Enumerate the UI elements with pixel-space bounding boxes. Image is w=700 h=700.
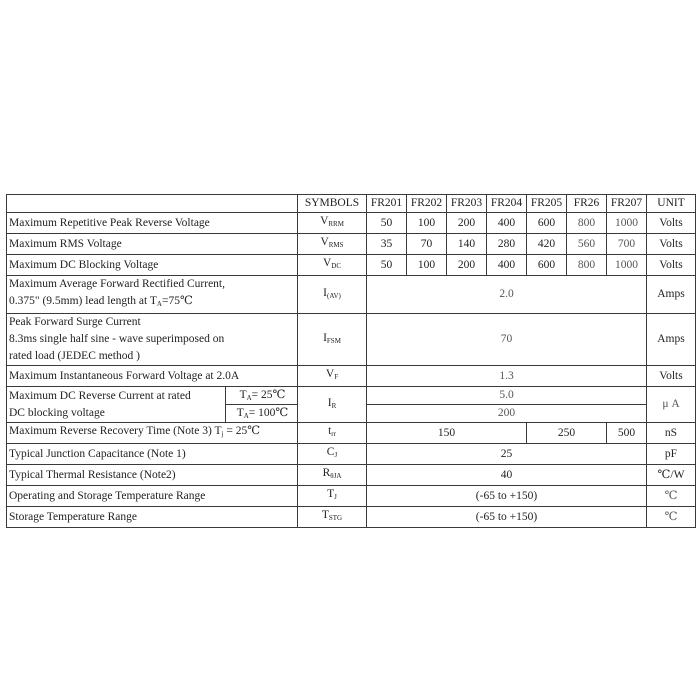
value-cell: 700 xyxy=(607,234,647,255)
header-row xyxy=(7,195,696,213)
value-cell: 2.0 xyxy=(367,276,647,314)
table-row xyxy=(7,507,696,528)
value-25c: 5.0 xyxy=(367,387,647,405)
specifications-table xyxy=(6,194,696,528)
unit-cell: Volts xyxy=(647,366,696,387)
value-cell: 600 xyxy=(527,255,567,276)
param-symbol: $V_{RMS}$ xyxy=(298,234,367,255)
param-symbol: $I_R$ xyxy=(298,387,367,423)
value-cell: 1000 xyxy=(607,213,647,234)
value-cell: (-65 to +150) xyxy=(367,486,647,507)
value-cell: 280 xyxy=(487,234,527,255)
value-cell: 1000 xyxy=(607,255,647,276)
param-label: Typical Thermal Resistance (Note2) xyxy=(7,465,298,486)
value-cell: 100 xyxy=(407,255,447,276)
header-part: FR201 xyxy=(367,195,407,213)
table-row xyxy=(7,314,696,366)
table-row xyxy=(7,486,696,507)
value-cell: 400 xyxy=(487,255,527,276)
table-row xyxy=(7,234,696,255)
unit-cell: Amps xyxy=(647,276,696,314)
label-line: DC blocking voltage $T_A=$ 100℃ xyxy=(9,405,297,422)
param-label xyxy=(7,276,298,314)
param-symbol: $V_F$ xyxy=(298,366,367,387)
value-cell: 150 xyxy=(367,423,527,444)
table-row xyxy=(7,276,696,314)
param-symbol: $V_{RRM}$ xyxy=(298,213,367,234)
value-cell xyxy=(367,387,647,423)
header-part: FR26 xyxy=(567,195,607,213)
label-line: Peak Forward Surge Current xyxy=(9,316,141,328)
value-cell: 800 xyxy=(567,255,607,276)
table-row xyxy=(7,255,696,276)
label-line: rated load (JEDEC method ) xyxy=(9,350,140,362)
label-line: Maximum DC Reverse Current at rated $T_A=$ 25℃ xyxy=(9,388,297,405)
header-blank xyxy=(7,195,298,213)
header-part: FR204 xyxy=(487,195,527,213)
header-part: FR203 xyxy=(447,195,487,213)
param-symbol: $V_{DC}$ xyxy=(298,255,367,276)
param-symbol: $C_J$ xyxy=(298,444,367,465)
unit-cell: ℃ xyxy=(647,507,696,528)
label-line: Maximum Average Forward Rectified Current, xyxy=(9,278,225,290)
param-label: Maximum Instantaneous Forward Voltage at 2.0A xyxy=(7,366,298,387)
param-symbol: $T_J$ xyxy=(298,486,367,507)
param-symbol: $I_{FSM}$ xyxy=(298,314,367,366)
label-line: 0.375" (9.5mm) lead length at $T_A=75℃$ xyxy=(9,295,193,308)
param-symbol: $T_{STG}$ xyxy=(298,507,367,528)
value-cell: 40 xyxy=(367,465,647,486)
condition-cell: $T_A=$ 25℃ xyxy=(225,387,298,405)
param-symbol: $t_{rr}$ xyxy=(298,423,367,444)
value-cell: 25 xyxy=(367,444,647,465)
unit-cell: Amps xyxy=(647,314,696,366)
unit-cell: nS xyxy=(647,423,696,444)
table-row xyxy=(7,213,696,234)
param-label: Typical Junction Capacitance (Note 1) xyxy=(7,444,298,465)
value-cell: 500 xyxy=(607,423,647,444)
table-row xyxy=(7,423,696,444)
label-line: 8.3ms single half sine - wave superimposed on xyxy=(9,333,225,345)
value-cell: 100 xyxy=(407,213,447,234)
param-label: Maximum RMS Voltage xyxy=(7,234,298,255)
header-part: FR205 xyxy=(527,195,567,213)
value-cell: 250 xyxy=(527,423,607,444)
param-symbol: $R_{\theta JA}$ xyxy=(298,465,367,486)
value-cell: 50 xyxy=(367,213,407,234)
unit-cell: μ A xyxy=(647,387,696,423)
header-symbols: SYMBOLS xyxy=(298,195,367,213)
value-cell: 560 xyxy=(567,234,607,255)
value-cell: 400 xyxy=(487,213,527,234)
value-cell: 35 xyxy=(367,234,407,255)
value-cell: 140 xyxy=(447,234,487,255)
unit-cell: pF xyxy=(647,444,696,465)
header-part: FR202 xyxy=(407,195,447,213)
value-cell: 600 xyxy=(527,213,567,234)
header-part: FR207 xyxy=(607,195,647,213)
unit-cell: ℃ xyxy=(647,486,696,507)
value-100c: 200 xyxy=(497,407,516,419)
value-cell: 70 xyxy=(367,314,647,366)
value-cell: 200 xyxy=(447,255,487,276)
param-label xyxy=(7,314,298,366)
condition-cell: $T_A=$ 100℃ xyxy=(225,405,298,422)
param-label: Maximum Reverse Recovery Time (Note 3) $T_j$ = 25℃ xyxy=(7,423,298,444)
param-symbol: $I_{(AV)}$ xyxy=(298,276,367,314)
table-row xyxy=(7,465,696,486)
value-cell: 50 xyxy=(367,255,407,276)
unit-cell: Volts xyxy=(647,234,696,255)
value-cell: 1.3 xyxy=(367,366,647,387)
param-label: Maximum Repetitive Peak Reverse Voltage xyxy=(7,213,298,234)
table-row xyxy=(7,387,696,423)
param-label: Maximum DC Blocking Voltage xyxy=(7,255,298,276)
table-row xyxy=(7,366,696,387)
param-label: Operating and Storage Temperature Range xyxy=(7,486,298,507)
param-label: Storage Temperature Range xyxy=(7,507,298,528)
header-unit: UNIT xyxy=(647,195,696,213)
table-row xyxy=(7,444,696,465)
unit-cell: ℃/W xyxy=(647,465,696,486)
unit-cell: Volts xyxy=(647,255,696,276)
value-cell: (-65 to +150) xyxy=(367,507,647,528)
value-cell: 420 xyxy=(527,234,567,255)
param-label xyxy=(7,387,298,423)
value-cell: 800 xyxy=(567,213,607,234)
value-cell: 70 xyxy=(407,234,447,255)
value-cell: 200 xyxy=(447,213,487,234)
unit-cell: Volts xyxy=(647,213,696,234)
